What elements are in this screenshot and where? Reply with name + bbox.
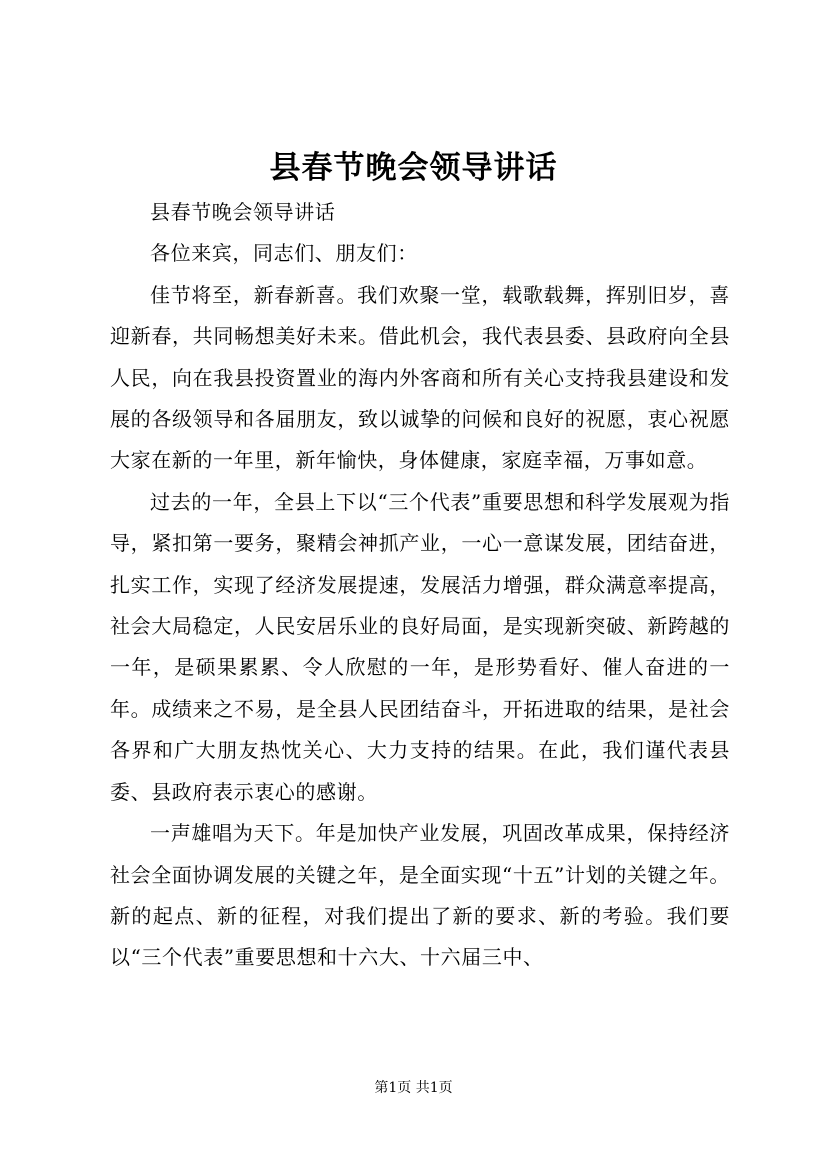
paragraph-review: 过去的一年，全县上下以“三个代表”重要思想和科学发展观为指导，紧扣第一要务，聚精会神抓产业，一心一意谋发展，团结奋进，扎实工作，实现了经济发展提速，发展活力增强，群众满意率提高，社会大局稳定，人民安居乐业的良好局面，是实现新突破、新跨越的一年，是硕果累累、令人欣慰的一年，是形势看好、催人奋进的一年。成绩来之不易，是全县人民团结奋斗，开拓进取的结果，是社会各界和广大朋友热忱关心、大力支持的结果。在此，我们谨代表县委、县政府表示衷心的感谢。: [110, 489, 730, 804]
paragraph-outlook: 一声雄唱为天下。年是加快产业发展，巩固改革成果，保持经济社会全面协调发展的关键之年，是全面实现“十五”计划的关键之年。新的起点、新的征程，对我们提出了新的要求、新的考验。我们要以“三个代表”重要思想和十六大、十六届三中、: [110, 821, 730, 970]
document-body: [110, 192, 730, 979]
paragraph-subtitle: 县春节晚会领导讲话: [150, 200, 336, 224]
paragraph-salutation: 各位来宾，同志们、朋友们：: [150, 241, 418, 266]
page-footer: 第1页 共1页: [374, 1080, 453, 1096]
document-title: 县春节晚会领导讲话: [269, 150, 558, 186]
paragraph-greeting: 佳节将至，新春新喜。我们欢聚一堂，载歌载舞，挥别旧岁，喜迎新春，共同畅想美好未来。借此机会，我代表县委、县政府向全县人民，向在我县投资置业的海内外客商和所有关心支持我县建设和发展的各级领导和各届朋友，致以诚挚的问候和良好的祝愿，衷心祝愿大家在新的一年里，新年愉快，身体健康，家庭幸福，万事如意。: [110, 282, 730, 473]
